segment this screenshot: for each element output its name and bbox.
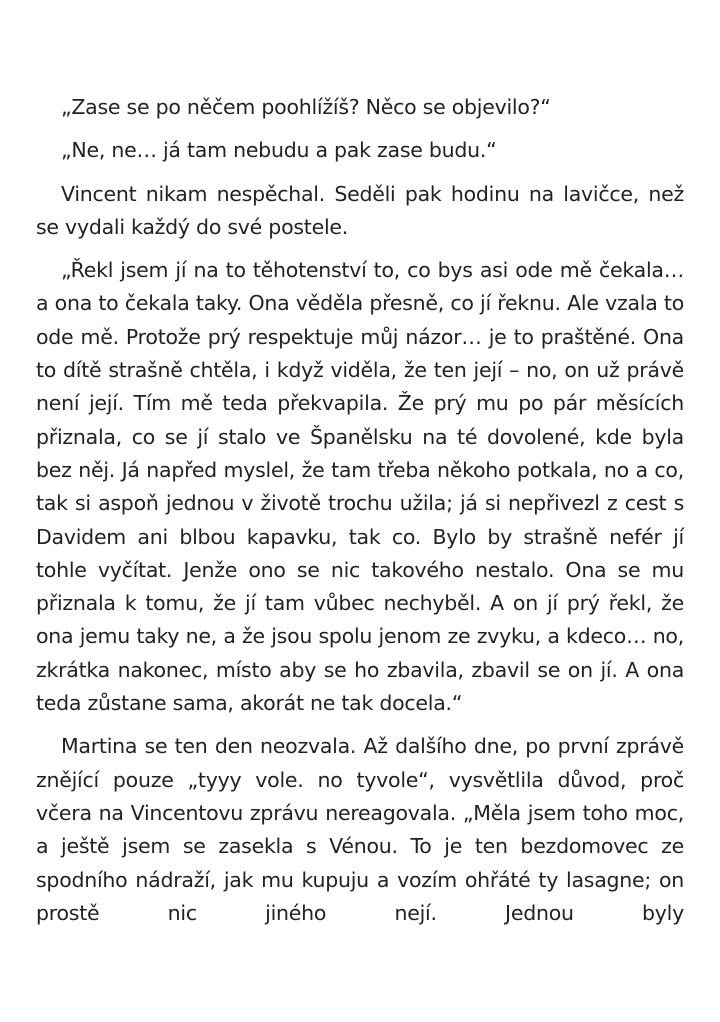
body-text <box>36 91 684 930</box>
paragraph-5: Martina se ten den neozvala. Až dalšího dne, po první zprávě znějící pouze „tyyy vole. no tyvole“, vysvětlila důvod, proč včera na Vincentovu zprávu nereagovala. „Měla jsem toho moc, a ještě jsem se zasekla s Vénou. To je ten bezdomovec ze spodního nádraží, jak mu kupuju a vozím ohřáté ty lasagne; on prostě nic jiného nejí. Jednou byly <box>36 734 684 925</box>
paragraph-1: „Zase se po něčem poohlížíš? Něco se objevilo?“ <box>61 95 551 119</box>
paragraph-3: Vincent nikam nespěchal. Seděli pak hodinu na lavičce, než se vydali každý do své postele. <box>36 181 684 239</box>
paragraph-2: „Ne, ne… já tam nebudu a pak zase budu.“ <box>61 138 497 163</box>
paragraph-4: „Řekl jsem jí na to těhotenství to, co bys asi ode mě čekala… a ona to čekala taky. Ona věděla přesně, co jí řeknu. Ale vzala to ode mě. Protože prý respektuje můj názor… je to praštěné. Ona to dítě strašně chtěla, i když viděla, že ten její – no, on už právě není její. Tím mě teda překvapila. Že prý mu po pár měsících přiznala, co se jí stalo ve Španělsku na té dovolené, kde byla bez něj. Já napřed myslel, že tam třeba někoho potkala, no a co, tak si aspoň jednou v životě trochu užila; já si nepřivezl z cest s Davidem ani blbou kapavku, tak co. Bylo by strašně nefér jí tohle vyčítat. Jenže ono se nic takového nestalo. Ona se mu přiznala k tomu, že jí tam vůbec nechyběl. A on jí prý řekl, že ona jemu taky ne, a že jsou spolu jenom ze zvyku, a kdeco… no, zkrátka nakonec, místo aby se ho zbavila, zbavil se on jí. A ona teda zůstane sama, akorát ne tak docela.“ <box>36 258 684 716</box>
